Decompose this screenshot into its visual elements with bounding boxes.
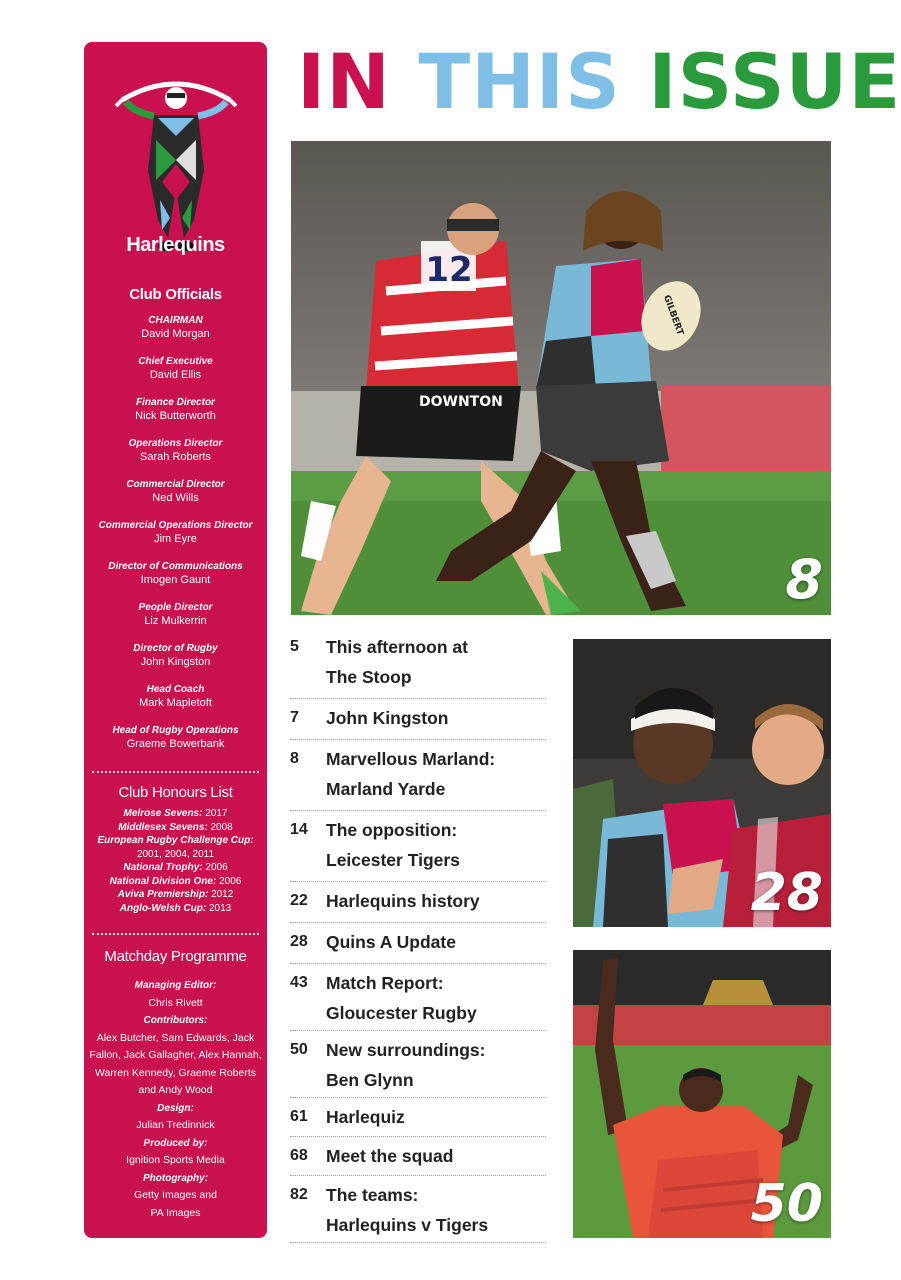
official-role: Director of Communications <box>108 561 243 572</box>
official-entry <box>84 602 267 643</box>
official-name: Jim Eyre <box>154 533 197 545</box>
contents-title-line: The opposition: <box>326 820 458 840</box>
official-role: Head Coach <box>146 684 205 695</box>
contents-title-line: Harlequiz <box>326 1107 405 1127</box>
official-entry <box>84 725 267 766</box>
official-entry <box>84 479 267 520</box>
official-entry <box>84 520 267 561</box>
credit-label: Produced by: <box>143 1137 208 1149</box>
credit-value: Getty Images and <box>134 1189 217 1201</box>
contents-page-number: 82 <box>290 1186 308 1203</box>
photo-page-number: 8 <box>785 548 823 611</box>
contents-title-line: Match Report: <box>326 973 444 993</box>
honours-heading: Club Honours List <box>118 784 233 801</box>
credit-value: Chris Rivett <box>148 996 203 1009</box>
ball-brand: GILBERT <box>660 293 685 337</box>
official-name: David Ellis <box>149 369 202 381</box>
contents-title-line: The Stoop <box>326 667 412 687</box>
official-name: John Kingston <box>140 656 211 668</box>
official-entry <box>84 438 267 479</box>
contents-page-number: 7 <box>290 709 299 726</box>
official-role: People Director <box>138 602 213 613</box>
officials-list <box>84 286 267 766</box>
contents-page-number: 68 <box>290 1147 308 1164</box>
contents-title-line: This afternoon at <box>326 637 468 657</box>
shorts-sponsor: DOWNTON <box>419 394 503 410</box>
contents-item[interactable] <box>290 740 546 811</box>
contents-item[interactable] <box>290 628 546 699</box>
contents-title-line: The teams: <box>326 1185 419 1205</box>
official-entry <box>84 561 267 602</box>
quins-a-photo <box>573 639 831 927</box>
official-role: Head of Rugby Operations <box>112 725 239 736</box>
club-officials-panel <box>84 42 267 1238</box>
honour-entry <box>84 875 267 889</box>
honour-years: 2017 <box>205 808 228 819</box>
credit-label: Managing Editor: <box>134 980 217 991</box>
official-name: Liz Mulkerrin <box>144 615 207 627</box>
honour-years: 2012 <box>211 889 234 900</box>
contents-title-line: New surroundings: <box>326 1040 486 1060</box>
contents-title-line: Gloucester Rugby <box>326 1003 477 1023</box>
contents-item[interactable] <box>290 882 546 923</box>
contents-item[interactable] <box>290 1137 546 1176</box>
official-name: Ned Wills <box>152 492 199 504</box>
contents-title-line: Ben Glynn <box>326 1070 414 1090</box>
official-name: Graeme Bowerbank <box>126 738 225 750</box>
headline-word-this: THIS <box>418 37 621 126</box>
credit-value: Alex Butcher, Sam Edwards, Jack <box>96 1031 255 1044</box>
contents-page-number: 50 <box>290 1041 308 1058</box>
credit-value: and Andy Wood <box>138 1084 213 1096</box>
honour-competition: National Division One: <box>109 875 217 887</box>
page-title <box>297 36 901 128</box>
official-name: Sarah Roberts <box>140 451 211 463</box>
contents-page-number: 22 <box>290 892 308 909</box>
official-name: Mark Mapletoft <box>139 697 212 709</box>
honour-competition: Melrose Sevens: <box>123 808 203 819</box>
contents-page-number: 28 <box>290 933 308 950</box>
official-role: Chief Executive <box>138 356 213 367</box>
official-name: David Morgan <box>141 328 210 340</box>
official-role: Director of Rugby <box>133 643 218 654</box>
contents-title-line: Meet the squad <box>326 1146 454 1166</box>
contents-page-number: 43 <box>290 974 308 991</box>
honour-years: 2008 <box>210 821 233 833</box>
contents-title-line: Marland Yarde <box>326 779 446 799</box>
official-role: Finance Director <box>136 397 215 408</box>
honour-entry <box>84 834 267 848</box>
official-role: CHAIRMAN <box>148 315 203 326</box>
shirt-number: 12 <box>425 250 473 290</box>
contents-item[interactable] <box>290 964 546 1031</box>
honour-entry <box>84 848 267 862</box>
honour-entry <box>84 861 267 875</box>
honour-years: 2001, 2004, 2011 <box>136 848 215 860</box>
contents-page-number: 8 <box>290 750 299 767</box>
dotted-divider <box>92 933 259 935</box>
honour-competition: Middlesex Sevens: <box>118 821 208 833</box>
contents-item[interactable] <box>290 1176 546 1243</box>
headline-word-issue: ISSUE <box>648 37 901 126</box>
officials-heading: Club Officials <box>129 286 222 303</box>
contents-item[interactable] <box>290 1098 546 1137</box>
programme-heading: Matchday Programme <box>104 948 247 965</box>
honour-competition: Aviva Premiership: <box>117 889 209 900</box>
official-role: Operations Director <box>128 438 223 449</box>
contents-list <box>290 628 546 1243</box>
credit-value: PA Images <box>150 1206 201 1219</box>
programme-credits <box>84 948 267 1222</box>
contents-page-number: 5 <box>290 638 299 655</box>
contents-item[interactable] <box>290 1031 546 1098</box>
honour-entry <box>84 888 267 902</box>
official-entry <box>84 684 267 725</box>
credit-value: Julian Tredinnick <box>136 1119 215 1131</box>
contents-item[interactable] <box>290 923 546 964</box>
contents-title-line: Quins A Update <box>326 932 456 952</box>
honour-years: 2006 <box>205 862 228 873</box>
credit-value: Warren Kennedy, Graeme Roberts <box>94 1066 257 1079</box>
honour-entry <box>84 902 267 916</box>
credit-label: Photography: <box>143 1172 208 1184</box>
contents-item[interactable] <box>290 699 546 740</box>
honours-list <box>84 784 267 915</box>
honour-competition: Anglo-Welsh Cup: <box>119 902 207 914</box>
photo-page-number: 28 <box>750 863 823 923</box>
dotted-divider <box>92 771 259 773</box>
honour-years: 2006 <box>219 875 242 887</box>
contents-page-number: 14 <box>290 821 308 838</box>
contents-page-number: 61 <box>290 1108 308 1125</box>
credit-value: Ignition Sports Media <box>126 1154 225 1166</box>
credit-label: Design: <box>157 1102 194 1114</box>
honour-competition: European Rugby Challenge Cup: <box>97 835 254 846</box>
new-surroundings-photo <box>573 950 831 1238</box>
credit-value: Fallon, Jack Gallagher, Alex Hannah, <box>89 1049 262 1061</box>
photo-page-number: 50 <box>750 1174 823 1234</box>
headline-word-in: IN <box>297 37 391 126</box>
contents-title-line: Marvellous Marland: <box>326 749 496 769</box>
credit-label: Contributors: <box>143 1015 208 1026</box>
club-name: Harlequins <box>126 234 225 256</box>
official-entry <box>84 356 267 397</box>
main-feature-photo <box>291 141 831 615</box>
official-name: Imogen Gaunt <box>140 574 211 586</box>
official-role: Commercial Director <box>126 479 225 490</box>
harlequin-jester-logo <box>114 60 238 256</box>
contents-title-line: Leicester Tigers <box>326 850 460 870</box>
official-entry <box>84 397 267 438</box>
official-role: Commercial Operations Director <box>98 520 253 531</box>
contents-title-line: John Kingston <box>326 708 449 728</box>
contents-title-line: Harlequins history <box>326 891 480 911</box>
honour-years: 2013 <box>209 902 232 914</box>
honour-entry <box>84 821 267 835</box>
honour-competition: National Trophy: <box>123 862 203 873</box>
official-entry <box>84 643 267 684</box>
contents-item[interactable] <box>290 811 546 882</box>
contents-title-line: Harlequins v Tigers <box>326 1215 489 1235</box>
honour-entry <box>84 807 267 821</box>
official-entry <box>84 315 267 356</box>
official-name: Nick Butterworth <box>135 410 216 422</box>
